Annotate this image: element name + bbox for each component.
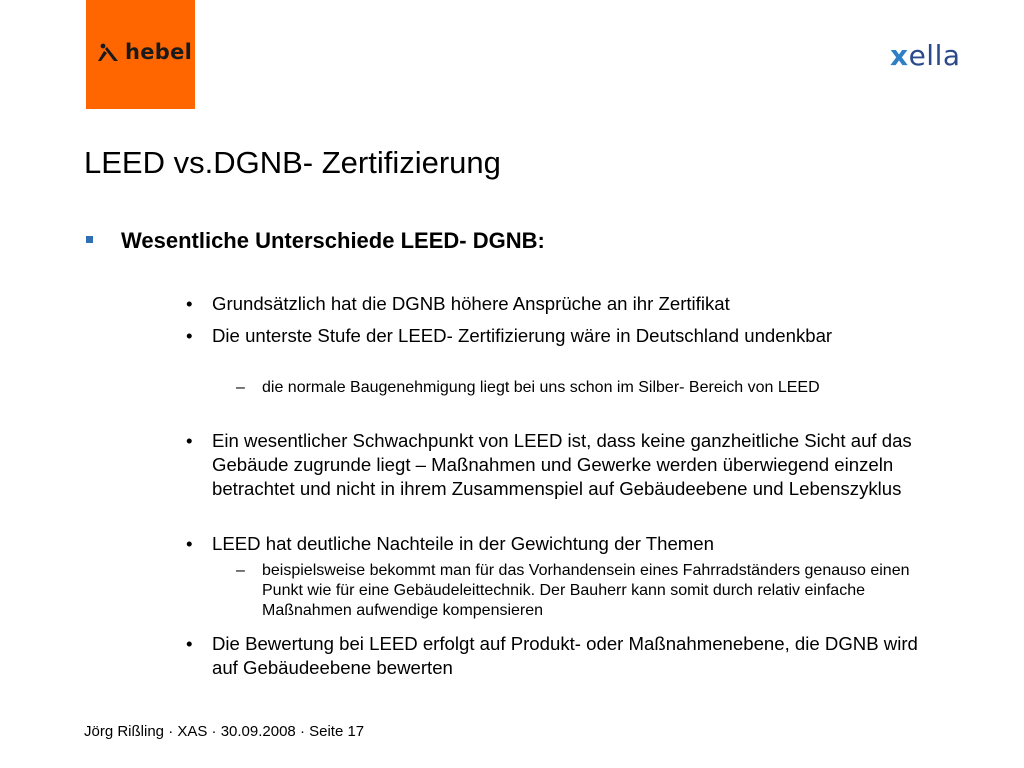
- bullet-icon: •: [186, 633, 193, 654]
- sub-list-item: [236, 378, 912, 398]
- section-heading: Wesentliche Unterschiede LEED- DGNB:: [121, 228, 545, 253]
- list-item: [186, 292, 952, 316]
- sub-list-item: [236, 561, 942, 621]
- bullet-icon: •: [186, 293, 193, 314]
- xella-logo-rest: ella: [908, 39, 961, 72]
- list-item-text: Die unterste Stufe der LEED- Zertifizierung wäre in Deutschland undenkbar: [212, 325, 833, 346]
- list-item: [186, 632, 942, 680]
- hebel-logo: [97, 40, 192, 64]
- hebel-mark-icon: [97, 41, 119, 63]
- bullet-icon: •: [186, 430, 193, 451]
- list-item: [186, 532, 952, 556]
- bullet-icon: •: [186, 533, 193, 554]
- list-item: [186, 429, 942, 501]
- list-item-text: Ein wesentlicher Schwachpunkt von LEED ist, dass keine ganzheitliche Sicht auf das Gebäude zugrunde liegt – Maßnahmen und Gewerke werden überwiegend einzeln betrachtet und nicht in ihrem Zusammenspiel auf Gebäudeebene und Lebenszyklus: [212, 430, 912, 499]
- list-item-text: Die Bewertung bei LEED erfolgt auf Produkt- oder Maßnahmenebene, die DGNB wird auf Gebäudeebene bewerten: [212, 633, 918, 678]
- dash-bullet-icon: –: [236, 379, 245, 396]
- square-bullet-icon: [86, 236, 93, 243]
- dash-bullet-icon: –: [236, 562, 245, 579]
- xella-logo: [890, 39, 961, 72]
- xella-logo-x: x: [890, 39, 909, 72]
- footer-text: Jörg Rißling · XAS · 30.09.2008 · Seite 17: [84, 723, 365, 740]
- hebel-logo-text: hebel: [125, 40, 193, 64]
- list-item-text: LEED hat deutliche Nachteile in der Gewichtung der Themen: [212, 533, 714, 554]
- bullet-icon: •: [186, 325, 193, 346]
- list-item: [186, 324, 872, 348]
- sub-list-item-text: beispielsweise bekommt man für das Vorhandensein eines Fahrradständers genauso einen Punkt wie für eine Gebäudeleittechnik. Der Bauherr kann somit durch relativ einfache Maßnahmen aufwendige kompensieren: [262, 562, 910, 619]
- sub-list-item-text: die normale Baugenehmigung liegt bei uns schon im Silber- Bereich von LEED: [262, 379, 820, 396]
- list-item-text: Grundsätzlich hat die DGNB höhere Ansprüche an ihr Zertifikat: [212, 293, 730, 314]
- slide-title: LEED vs.DGNB- Zertifizierung: [84, 145, 501, 180]
